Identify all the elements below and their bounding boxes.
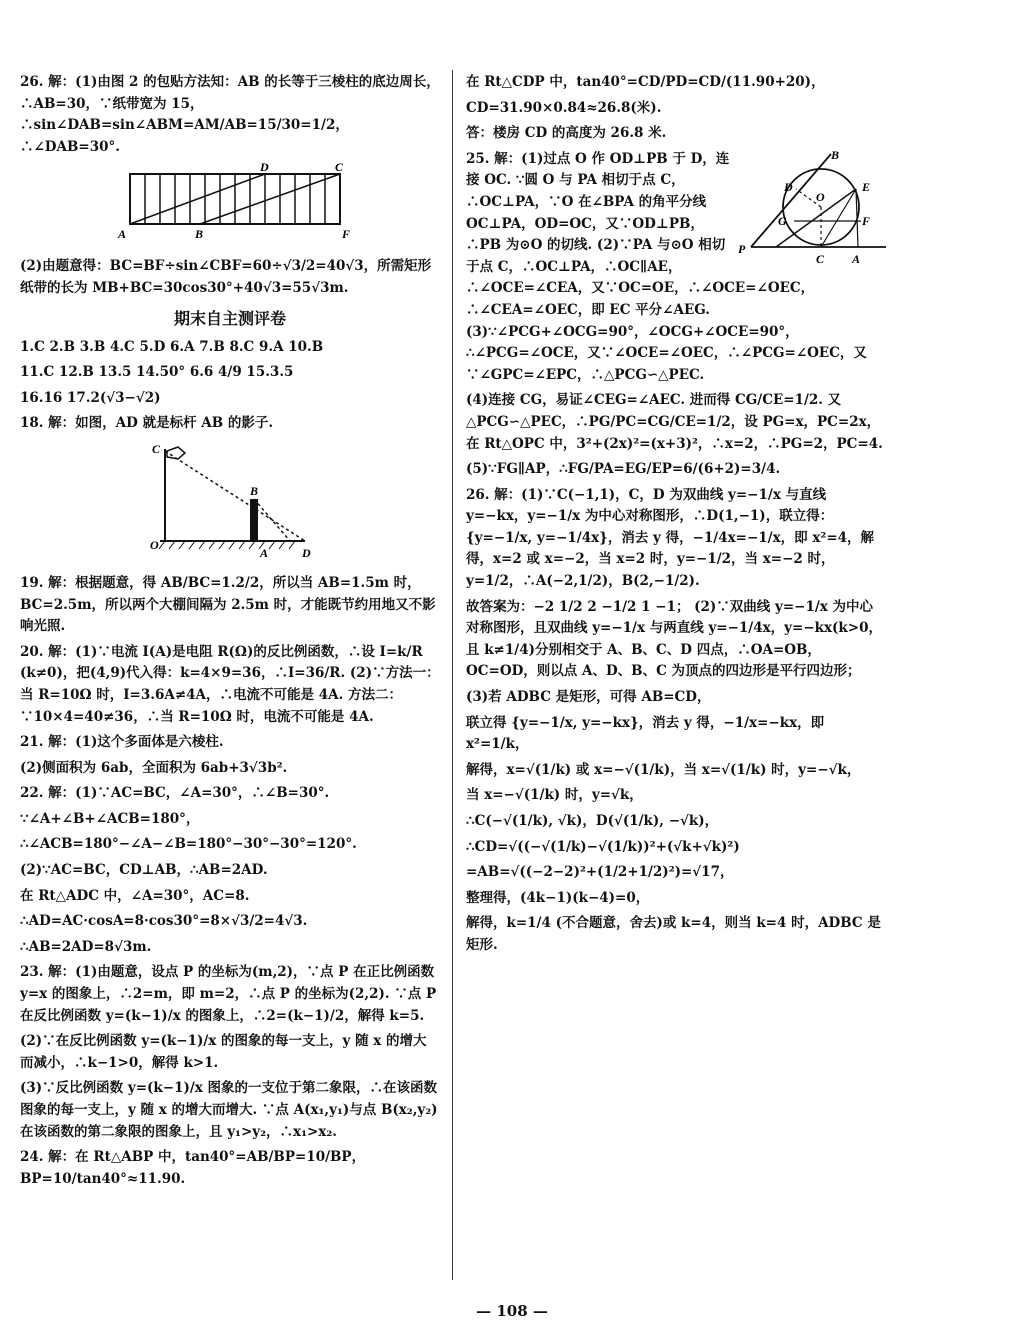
fig25-label-b: B — [831, 148, 840, 162]
q23-part2: (2)∵在反比例函数 y=(k−1)/x 的图象的每一支上，y 随 x 的增大而减小，∴k−1>0，解得 k>1. — [20, 1033, 427, 1071]
fig25-label-c: C — [816, 251, 825, 266]
q24-cont-line2: CD=31.90×0.84≈26.8(米). — [466, 99, 662, 116]
q24-cont-line1: 在 Rt△CDP 中，tan40°=CD/PD=CD/(11.90+20)， — [466, 74, 825, 90]
fig25-label-f: F — [862, 213, 871, 228]
q26-part2: (2)由题意得：BC=BF÷sin∠CBF=60÷√3/2=40√3，所需矩形纸带的长为 MB+BC=30cos30°+40√3=55√3m. — [20, 258, 432, 296]
q26-right-part2: 故答案为：−2 1/2 2 −1/2 1 −1； (2)∵双曲线 y=−1/x 为中心对称图形，且双曲线 y=−1/x 与两直线 y=−1/4x，y=−kx(k>0，且 k≠1/4)分别相交于 A、B、C、D 四点，∴OA=OB，OC=OD，则以点 A、D、B、C 为顶点的四边形是平行四边形； — [466, 598, 882, 680]
fig25-label-a: A — [852, 251, 861, 266]
fig18-label-a: A — [260, 545, 269, 559]
section-title: 期末自主测评卷 — [173, 308, 286, 328]
fig26-label-d: D — [260, 162, 269, 175]
q23-part3: (3)∵反比例函数 y=(k−1)/x 图象的一支位于第二象限，∴在该函数图象的每一支上，y 随 x 的增大而增大. ∵点 A(x₁,y₁)与点 B(x₂,y₂)在该函数的第二象限的图象上，且 y₁>y₂，∴x₁>x₂. — [20, 1080, 438, 1140]
fig25-label-p: P — [738, 241, 746, 256]
figure-circle-tangent — [736, 149, 886, 273]
q26-right-part11: 解得，k=1/4 (不合题意，舍去)或 k=4，则当 k=4 时，ADBC 是矩形. — [466, 915, 881, 953]
q25-part2: (4)连接 CG，易证∠CEG=∠AEC. 进而得 CG/CE=1/2. 又△PCG∽△PEC，∴PG/PC=CG/CE=1/2，设 PG=x，PC=2x，在 Rt△OPC 中，3²+(2x)²=(x+3)²，∴x=2，∴PG=2，PC=4. — [466, 392, 883, 452]
fig18-label-c: C — [152, 441, 161, 456]
q22-line1: 22. 解：(1)∵AC=BC，∠A=30°，∴∠B=30°. — [20, 785, 330, 802]
q22-line2: ∵∠A+∠B+∠ACB=180°， — [20, 810, 200, 827]
right-column — [466, 72, 886, 961]
fig25-label-o: O — [816, 189, 825, 204]
answers-row-2: 11.C 12.B 13.5 14.50° 6.6 4/9 15.3.5 — [20, 364, 294, 381]
q22-line3: ∴∠ACB=180°−∠A−∠B=180°−30°−30°=120°. — [20, 836, 357, 853]
q22-line6: ∴AD=AC·cosA=8·cos30°=8×√3/2=4√3. — [20, 913, 308, 930]
fig26-label-a: A — [118, 227, 127, 242]
q21-part1: 21. 解：(1)这个多面体是六棱柱. — [20, 734, 224, 751]
q22-line4: (2)∵AC=BC，CD⊥AB，∴AB=2AD. — [20, 862, 268, 879]
q19-text: 19. 解：根据题意，得 AB/BC=1.2/2，所以当 AB=1.5m 时，BC=2.5m，所以两个大棚间隔为 2.5m 时，才能既节约用地又不影响光照. — [20, 574, 436, 635]
q20-text: 20. 解：(1)∵电流 I(A)是电阻 R(Ω)的反比例函数，∴设 I=k/R (k≠0)，把(4,9)代入得：k=4×9=36，∴I=36/R. (2)∵方法一：当 R=10Ω 时，I=3.6A≠4A，∴电流不可能是 4A. 方法二：∵10×4=40≠36，∴当 R=10Ω 时，电流不可能是 4A. — [20, 643, 440, 725]
figure-paper-strip — [20, 162, 440, 246]
answers-row-3: 16.16 17.2(√3−√2) — [20, 389, 161, 406]
fig25-label-g: G — [778, 213, 787, 228]
q26-right-part8: ∴CD=√((−√(1/k)−√(1/k))²+(√k+√k)²) — [466, 838, 740, 855]
answers-row-1: 1.C 2.B 3.B 4.C 5.D 6.A 7.B 8.C 9.A 10.B — [20, 338, 324, 355]
page-number: — 108 — — [476, 1302, 548, 1320]
q26-right-part10: 整理得，(4k−1)(k−4)=0， — [466, 889, 650, 906]
q22-line5: 在 Rt△ADC 中，∠A=30°，AC=8. — [20, 887, 250, 904]
q26-right-part6: 当 x=−√(1/k) 时，y=√k， — [466, 787, 643, 804]
q23-part1: 23. 解：(1)由题意，设点 P 的坐标为(m,2)，∵点 P 在正比例函数 y=x 的图象上，∴2=m，即 m=2，∴点 P 的坐标为(2,2). ∵点 P 在反比例函数 y=(k−1)/x 的图象上，∴2=(k−1)/2，解得 k=5. — [20, 964, 437, 1024]
q26-right-part3: (3)若 ADBC 是矩形，可得 AB=CD， — [466, 689, 711, 706]
q25-part3: (5)∵FG∥AP，∴FG/PA=EG/EP=6/(6+2)=3/4. — [466, 461, 781, 478]
q21-part2: (2)侧面积为 6ab，全面积为 6ab+3√3b². — [20, 759, 288, 776]
q25-part1: 25. 解：(1)过点 O 作 OD⊥PB 于 D，连接 OC. ∵圆 O 与 PA 相切于点 C，∴OC⊥PA，∵O 在∠BPA 的角平分线 OC⊥PA，OD=OC，又∵OD⊥PB，∴PB 为⊙O 的切线. (2)∵PA 与⊙O 相切于点 C，∴OC⊥PA，∴OC∥AE，∴∠OCE=∠CEA，又∵OC=OE，∴∠OCE=∠OEC，∴∠CEA=∠OEC，即 EC 平分∠AEG. (3)∵∠PCG+∠OCG=90°，∠OCG+∠OCE=90°，∴∠PCG=∠OCE，又∵∠OCE=∠OEC，∴∠PCG=∠OEC，又∵∠GPC=∠EPC，∴△PCG∽△PEC. — [466, 150, 867, 383]
q22-line7: ∴AB=2AD=8√3m. — [20, 938, 152, 955]
q26-part1: 26. 解：(1)由图 2 的包贴方法知：AB 的长等于三棱柱的底边周长，∴AB=30，∵纸带宽为 15，∴sin∠DAB=sin∠ABM=AM/AB=15/30=1/2，∴∠DAB=30°. — [20, 74, 440, 155]
q24-cont-line3: 答：楼房 CD 的高度为 26.8 米. — [466, 125, 667, 142]
q26-right-part7: ∴C(−√(1/k), √k)，D(√(1/k), −√k)， — [466, 813, 719, 829]
fig26-label-f: F — [342, 227, 351, 242]
fig26-label-c: C — [335, 162, 344, 175]
q26-right-part4: 联立得 {y=−1/x, y=−kx}，消去 y 得，−1/x=−kx，即 x²=1/k， — [466, 714, 825, 753]
q26-right-part1: 26. 解：(1)∵C(−1,1)，C，D 为双曲线 y=−1/x 与直线 y=−kx，y=−1/x 为中心对称图形，∴D(1,−1)，联立得：{y=−1/x, y=−1/4x}，消去 y 得，−1/4x=−1/x，即 x²=4，解得，x=2 或 x=−2，当 x=2 时，y=−1/2，当 x=−2 时，y=1/2，∴A(−2,1/2)，B(2,−1/2). — [466, 486, 875, 590]
fig25-label-d: D — [784, 179, 793, 194]
fig18-label-d: D — [302, 545, 311, 559]
q26-right-part9: =AB=√((−2−2)²+(1/2+1/2)²)=√17， — [466, 864, 734, 881]
figure-shadow — [20, 439, 440, 563]
fig26-label-b: B — [195, 227, 204, 242]
fig25-label-e: E — [862, 179, 871, 194]
fig18-label-o: O — [150, 537, 159, 552]
left-column — [20, 72, 440, 1194]
fig18-label-b: B — [250, 483, 259, 498]
q24-text: 24. 解：在 Rt△ABP 中，tan40°=AB/BP=10/BP，BP=10/tan40°≈11.90. — [20, 1149, 366, 1187]
column-divider — [452, 70, 453, 1280]
q26-right-part5: 解得，x=√(1/k) 或 x=−√(1/k)，当 x=√(1/k) 时，y=−√k， — [466, 761, 861, 778]
q18-text: 18. 解：如图，AD 就是标杆 AB 的影子. — [20, 415, 274, 432]
